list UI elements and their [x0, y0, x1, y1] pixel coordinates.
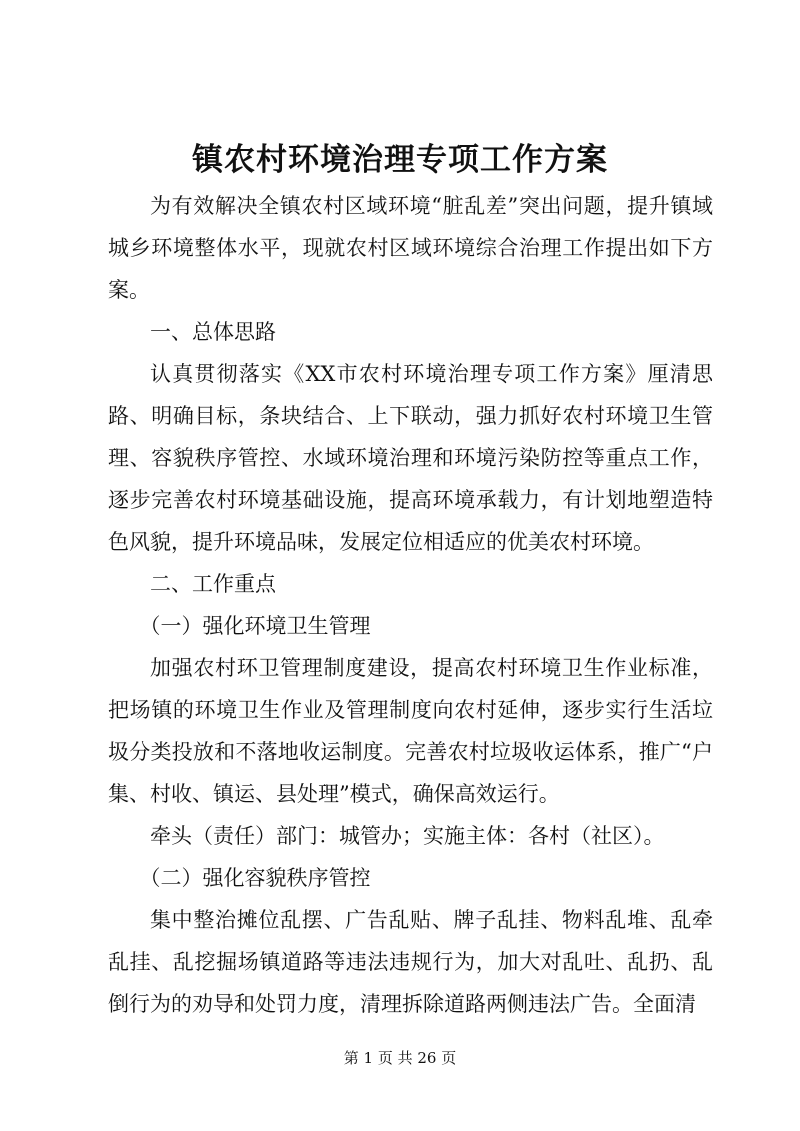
sanitation-paragraph: 加强农村环卫管理制度建设，提高农村环境卫生作业标准，把场镇的环境卫生作业及管理制度向农村延伸，逐步实行生活垃圾分类投放和不落地收运制度。完善农村垃圾收运体系，推广“户集、村收、镇运、县处理”模式，确保高效运行。: [108, 656, 713, 806]
responsibility-paragraph: 牵头（责任）部门：城管办；实施主体：各村（社区）。: [150, 824, 665, 848]
intro-paragraph: 为有效解决全镇农村区域环境“脏乱差”突出问题，提升镇域城乡环境整体水平，现就农村区域环境综合治理工作提出如下方案。: [108, 194, 713, 302]
page-footer: 第 1 页 共 26 页: [343, 1049, 457, 1067]
document-body: [108, 185, 713, 1025]
section-heading-overall: 一、总体思路: [150, 320, 276, 344]
order-paragraph: 集中整治摊位乱摆、广告乱贴、牌子乱挂、物料乱堆、乱牵乱挂、乱挖掘场镇道路等违法违规行为，加大对乱吐、乱扔、乱倒行为的劝导和处罚力度，清理拆除道路两侧违法广告。全面清: [108, 908, 713, 1016]
section-heading-focus: 二、工作重点: [150, 572, 276, 596]
overall-paragraph: 认真贯彻落实《XX市农村环境治理专项工作方案》厘清思路、明确目标，条块结合、上下联动，强力抓好农村环境卫生管理、容貌秩序管控、水域环境治理和环境污染防控等重点工作，逐步完善农村环境基础设施，提高环境承载力，有计划地塑造特色风貌，提升环境品味，发展定位相适应的优美农村环境。: [108, 362, 713, 554]
document-title: 镇农村环境治理专项工作方案: [192, 142, 608, 178]
subsection-heading-sanitation: （一）强化环境卫生管理: [139, 614, 371, 638]
subsection-heading-order: （二）强化容貌秩序管控: [139, 866, 371, 890]
